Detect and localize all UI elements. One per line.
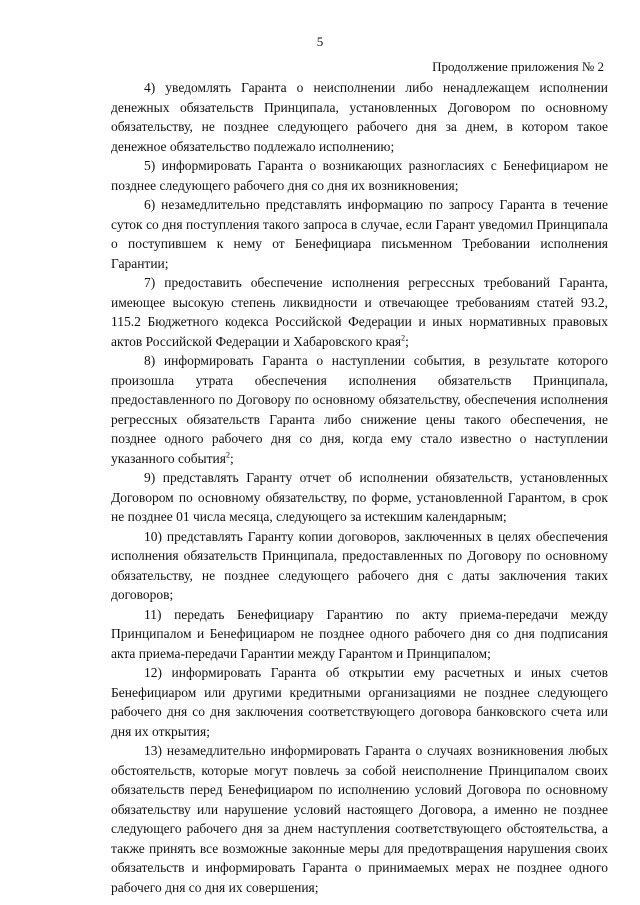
footnote-ref: 2 <box>225 450 230 459</box>
obligation-item-13: 13) незамедлительно информировать Гаранта о случаях возникновения любых обстоятельств, которые могут повлечь за собой неисполнение Принципалом своих обязательств перед Бенефициаром по исполнению условий Договора по основному обязательству или нарушение условий настоящего Договора, а именно не позднее следующего рабочего дня за днем наступления соответствующего обстоятельства, а также принять все возможные законные меры для предотвращения нарушения своих обязательств и информировать Гаранта о принимаемых мерах не позднее одного рабочего дня со дня их совершения; <box>111 743 608 895</box>
obligation-item-5: 5) информировать Гаранта о возникающих разногласиях с Бенефициаром не позднее следующего рабочего дня со дня их возникновения; <box>111 158 608 193</box>
obligation-item-10: 10) представлять Гаранту копии договоров, заключенных в целях обеспечения исполнения обязательств Принципала, предоставленных по Договору по основному обязательству, не позднее следующего рабочего дня с даты заключения таких договоров; <box>111 528 608 602</box>
footnote-ref: 2 <box>401 333 406 342</box>
obligation-item-12: 12) информировать Гаранта об открытии ему расчетных и иных счетов Бенефициаром или другими кредитными организациями не позднее следующего рабочего дня со дня заключения соответствующего договора банковского счета или дня их открытия; <box>111 665 608 739</box>
obligation-item-6: 6) незамедлительно представлять информацию по запросу Гаранта в течение суток со дня поступления такого запроса в случае, если Гарант уведомил Принципала о поступившем к нему от Бенефициара письменном Требовании исполнения Гарантии; <box>111 197 608 271</box>
obligation-item-9: 9) представлять Гаранту отчет об исполнении обязательств, установленных Договором по основному обязательству, по форме, установленной Гарантом, в срок не позднее 01 числа месяца, следующего за истекшим календарным; <box>111 470 608 524</box>
obligation-item-7: 7) предоставить обеспечение исполнения регрессных требований Гаранта, имеющее высокую степень ликвидности и отвечающее требованиям статей 93.2, 115.2 Бюджетного кодекса Российской Федерации и иных нормативных правовых актов Российской Федерации и Хабаровского края$^2$; <box>111 275 608 349</box>
document-body <box>111 78 608 897</box>
appendix-continuation-note: Продолжение приложения № 2 <box>432 59 604 74</box>
page-number: 5 <box>316 34 324 49</box>
obligation-item-4: 4) уведомлять Гаранта о неисполнении либо ненадлежащем исполнении денежных обязательств Принципала, установленных Договором по основному обязательству, не позднее следующего рабочего дня за днем, в котором такое денежное обязательство подлежало исполнению; <box>111 80 608 154</box>
obligation-item-8: 8) информировать Гаранта о наступлении события, в результате которого произошла утрата обеспечения исполнения обязательств Принципала, предоставленного по Договору по основному обязательству, обеспечения исполнения регрессных обязательств Гаранта либо снижение цены такого обеспечения, не позднее одного рабочего дня со дня, когда ему стало известно о наступлении указанного события$^2$; <box>111 353 608 466</box>
obligation-item-11: 11) передать Бенефициару Гарантию по акту приема-передачи между Принципалом и Бенефициаром не позднее одного рабочего дня со дня подписания акта приема-передачи Гарантии между Гарантом и Принципалом; <box>111 606 608 661</box>
